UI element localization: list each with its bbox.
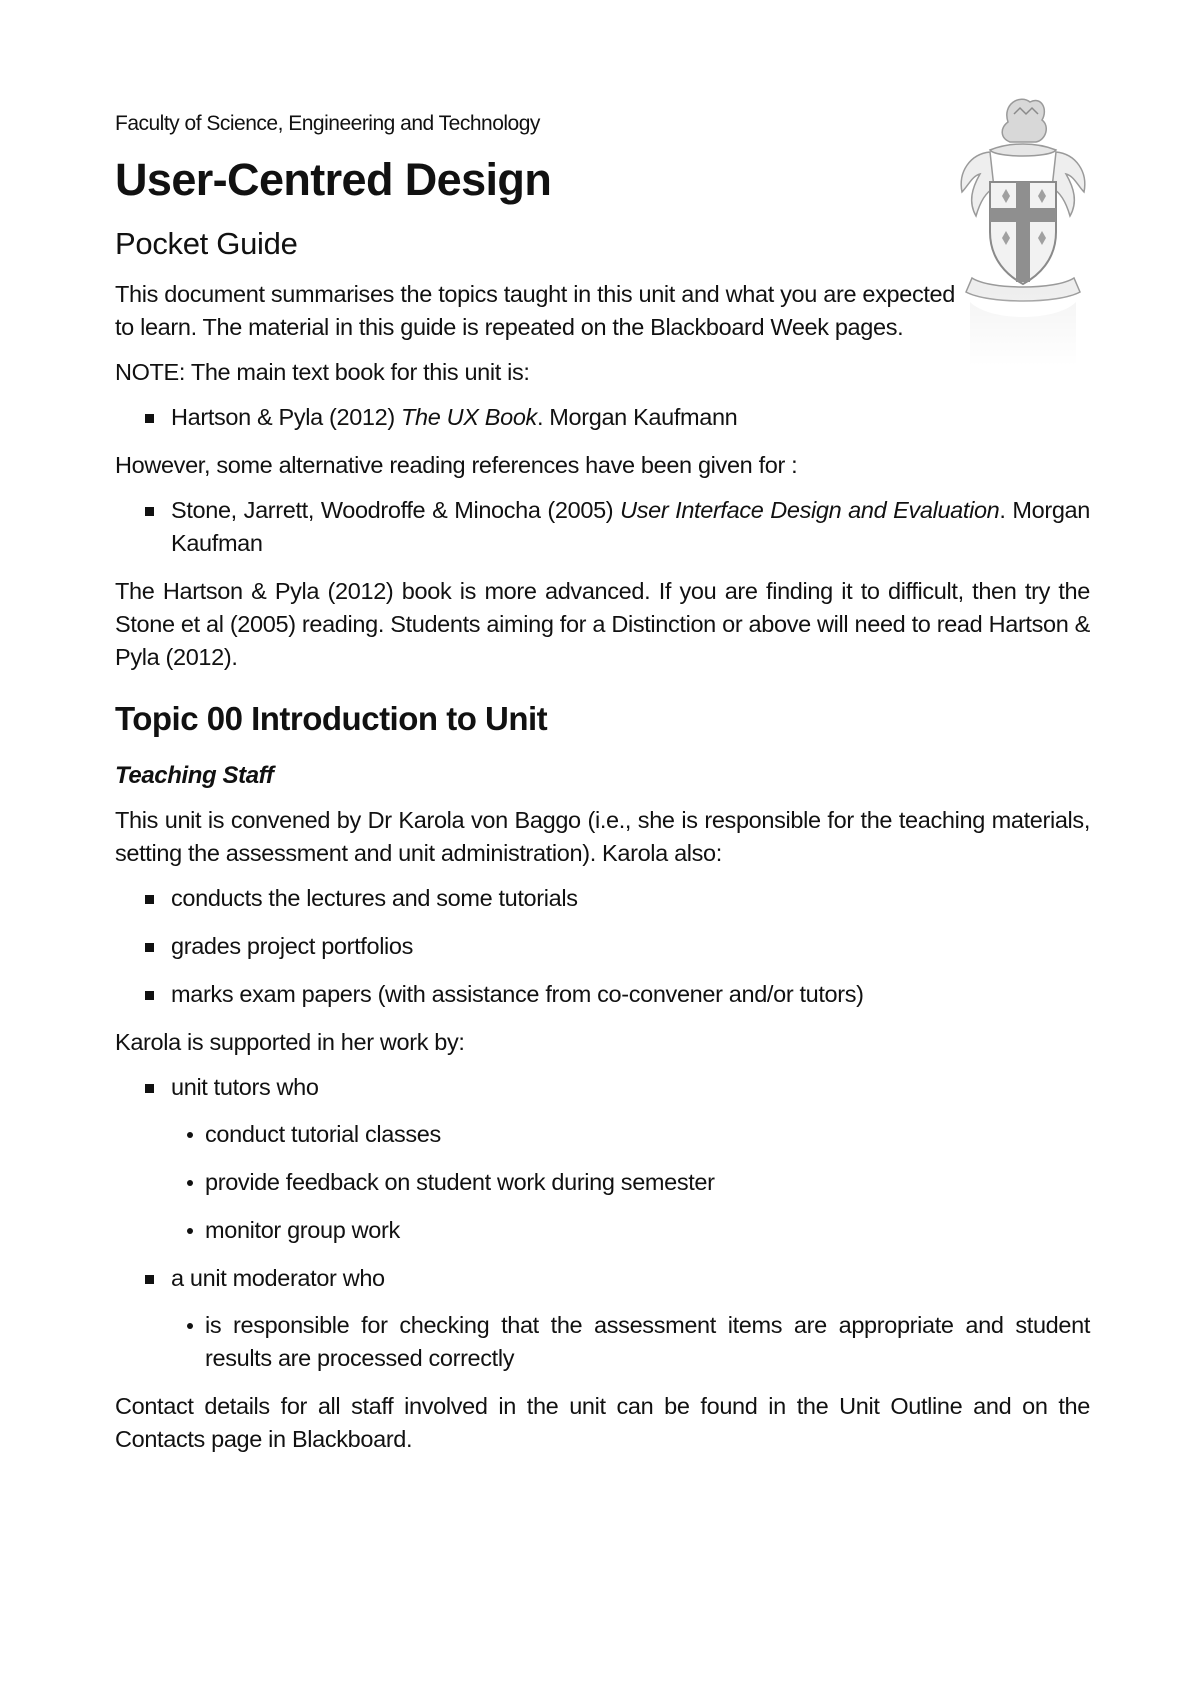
list-item [171,1262,1090,1375]
list-item: is responsible for checking that the assessment items are appropriate and student results are processed correctly [205,1309,1090,1375]
dot-bullet-icon [187,1132,193,1138]
list-item: conducts the lectures and some tutorials [171,882,1090,915]
list-item: monitor group work [205,1214,1090,1247]
alternative-reading-intro: However, some alternative reading references have been given for : [115,452,798,478]
list-item: grades project portfolios [171,930,1090,963]
moderator-label: a unit moderator who [171,1265,385,1291]
support-intro: Karola is supported in her work by: [115,1029,465,1055]
reading-advice-paragraph: The Hartson & Pyla (2012) book is more advanced. If you are finding it to difficult, then try the Stone et al (2005) reading. Students aiming for a Distinction or above will need to read Hartson & Pyla (2012). [115,578,1090,670]
book-title: The UX Book [401,404,537,430]
square-bullet-icon [145,895,154,904]
square-bullet-icon [145,507,154,516]
summary-paragraph: This document summarises the topics taught in this unit and what you are expected to learn. The material in this guide is repeated on the Blackboard Week pages. [115,281,955,340]
square-bullet-icon [145,414,154,423]
list-item: provide feedback on student work during semester [205,1166,1090,1199]
dot-bullet-icon [187,1228,193,1234]
book-publisher: . Morgan Kaufmann [536,404,738,430]
document-subtitle: Pocket Guide [115,226,298,261]
list-item: marks exam papers (with assistance from co-convener and/or tutors) [171,978,1090,1011]
book-title: User Interface Design and Evaluation [620,497,1000,523]
main-textbook-list [115,401,1090,434]
square-bullet-icon [145,943,154,952]
section-subheading: Teaching Staff [115,762,274,789]
book-authors: Hartson & Pyla (2012) [171,404,402,430]
tutor-duties-list [171,1118,1090,1247]
square-bullet-icon [145,991,154,1000]
book-publisher: . Morgan Kaufman [171,497,1090,556]
book-authors: Stone, Jarrett, Woodroffe & Minocha (2005) [171,497,621,523]
moderator-duties-list [171,1309,1090,1375]
document-title: User-Centred Design [115,154,552,205]
textbook-note: NOTE: The main text book for this unit is: [115,359,530,385]
convenor-duties-list [115,882,1090,1011]
dot-bullet-icon [187,1323,193,1329]
list-item [171,401,1090,434]
square-bullet-icon [145,1275,154,1284]
convenor-paragraph: This unit is convened by Dr Karola von Baggo (i.e., she is responsible for the teaching materials, setting the assessment and unit administration). Karola also: [115,807,1090,866]
topic-heading: Topic 00 Introduction to Unit [115,700,548,737]
alternative-textbook-list [115,494,1090,560]
tutors-label: unit tutors who [171,1074,319,1100]
list-item [171,1071,1090,1247]
document-page [115,112,1090,1468]
contact-paragraph: Contact details for all staff involved in the unit can be found in the Unit Outline and on the Contacts page in Blackboard. [115,1393,1090,1452]
list-item [171,494,1090,560]
faculty-name: Faculty of Science, Engineering and Technology [115,112,540,135]
list-item: conduct tutorial classes [205,1118,1090,1151]
support-list [115,1071,1090,1375]
dot-bullet-icon [187,1180,193,1186]
square-bullet-icon [145,1084,154,1093]
